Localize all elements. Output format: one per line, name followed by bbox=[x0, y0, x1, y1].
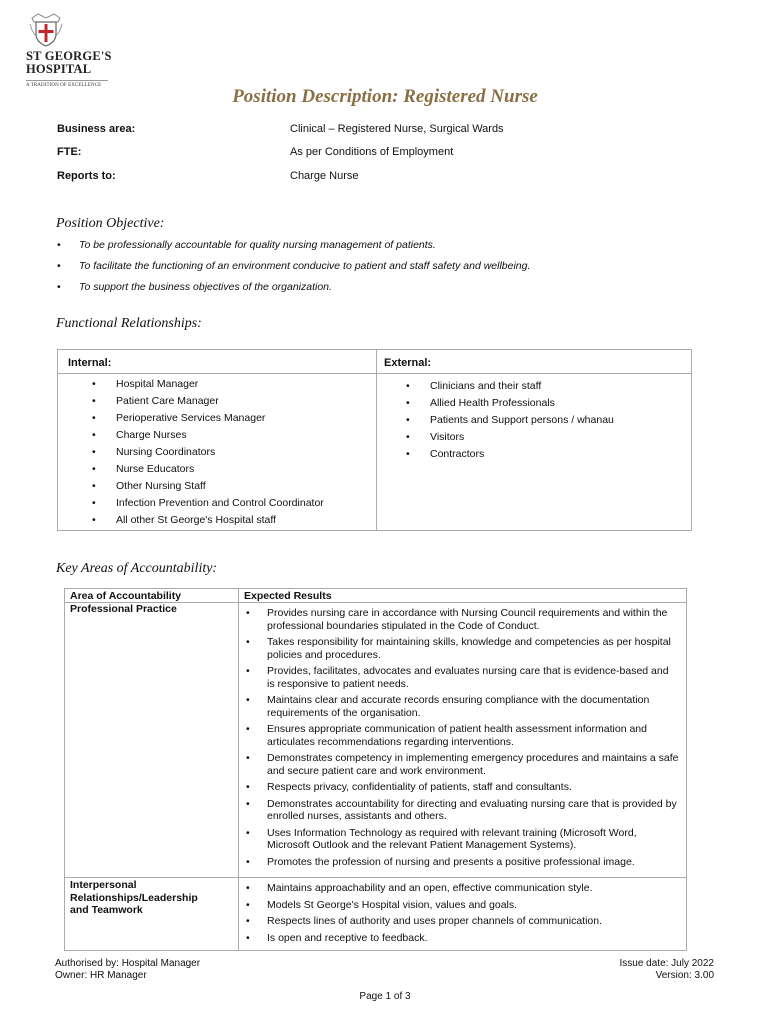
list-item: • Demonstrates competency in implementing emergency procedures and maintains a safe and secure patient care and work environment. bbox=[243, 752, 679, 777]
authorised-by: Authorised by: Hospital Manager bbox=[55, 958, 201, 969]
accountability-table bbox=[64, 588, 687, 951]
external-header: External: bbox=[384, 357, 432, 369]
list-item: • Maintains clear and accurate records ensuring compliance with the documentation requirements of the organisation. bbox=[243, 694, 679, 719]
list-item: • Provides nursing care in accordance with Nursing Council requirements and within the professional boundaries stipulated in the Code of Conduct. bbox=[243, 607, 679, 632]
list-item: • Promotes the profession of nursing and presents a positive professional image. bbox=[243, 856, 679, 869]
crest-icon bbox=[28, 10, 64, 48]
list-item: • To be professionally accountable for quality nursing management of patients. bbox=[56, 238, 530, 259]
list-item: • Allied Health Professionals bbox=[406, 397, 614, 414]
list-item: • Patient Care Manager bbox=[92, 395, 324, 412]
table-divider bbox=[376, 350, 377, 530]
table-divider bbox=[58, 373, 691, 374]
meta-label: Reports to: bbox=[57, 170, 116, 182]
list-item: • Takes responsibility for maintaining skills, knowledge and competencies as per hospital policies and procedures. bbox=[243, 636, 679, 661]
table-divider bbox=[65, 877, 686, 878]
meta-value: As per Conditions of Employment bbox=[290, 146, 454, 158]
area-interpersonal bbox=[70, 879, 198, 917]
external-list bbox=[406, 380, 614, 465]
list-item: • Models St George's Hospital vision, values and goals. bbox=[243, 899, 679, 912]
version: Version: 3.00 bbox=[655, 970, 714, 981]
list-item: • Nursing Coordinators bbox=[92, 446, 324, 463]
list-item: • Nurse Educators bbox=[92, 463, 324, 480]
meta-value: Charge Nurse bbox=[290, 170, 359, 182]
internal-list bbox=[92, 378, 324, 531]
footer-left bbox=[55, 958, 200, 982]
hospital-name-line1: ST GEORGE'S bbox=[26, 49, 112, 63]
list-item: • Is open and receptive to feedback. bbox=[243, 932, 679, 945]
issue-date: Issue date: July 2022 bbox=[619, 958, 714, 969]
hospital-tagline: A TRADITION OF EXCELLENCE bbox=[26, 83, 102, 88]
position-objective-heading: Position Objective: bbox=[56, 216, 165, 231]
list-item: • Provides, facilitates, advocates and evaluates nursing care that is evidence-based and is responsive to patient needs. bbox=[243, 665, 679, 690]
list-item: • Patients and Support persons / whanau bbox=[406, 414, 614, 431]
list-item: • Demonstrates accountability for directing and evaluating nursing care that is provided by enrolled nurses, assistants and others. bbox=[243, 798, 679, 823]
list-item: • To facilitate the functioning of an environment conducive to patient and staff safety and wellbeing. bbox=[56, 259, 530, 280]
list-item: • Visitors bbox=[406, 431, 614, 448]
internal-header: Internal: bbox=[68, 357, 112, 369]
footer-right bbox=[619, 958, 714, 982]
area-professional-practice: Professional Practice bbox=[70, 603, 177, 615]
list-item: • Other Nursing Staff bbox=[92, 480, 324, 497]
list-item: • Hospital Manager bbox=[92, 378, 324, 395]
area-column-header: Area of Accountability bbox=[70, 590, 182, 602]
list-item: • To support the business objectives of the organization. bbox=[56, 280, 530, 301]
list-item: • Perioperative Services Manager bbox=[92, 412, 324, 429]
logo-divider bbox=[26, 80, 108, 81]
list-item: • Charge Nurses bbox=[92, 429, 324, 446]
functional-relationships-heading: Functional Relationships: bbox=[56, 316, 202, 331]
key-areas-heading: Key Areas of Accountability: bbox=[56, 561, 218, 576]
professional-results-list bbox=[243, 607, 679, 872]
objective-list bbox=[56, 238, 530, 301]
list-item: • Respects privacy, confidentiality of patients, staff and consultants. bbox=[243, 781, 679, 794]
list-item: • Respects lines of authority and uses proper channels of communication. bbox=[243, 915, 679, 928]
interpersonal-results-list bbox=[243, 882, 679, 948]
page-number: Page 1 of 3 bbox=[359, 991, 411, 1002]
meta-label: Business area: bbox=[57, 123, 136, 135]
document-title: Position Description: Registered Nurse bbox=[232, 86, 538, 107]
table-divider bbox=[238, 589, 239, 950]
relationships-table bbox=[57, 349, 692, 531]
list-item: • Uses Information Technology as required with relevant training (Microsoft Word, Microsoft Outlook and the relevant Patient Management Systems). bbox=[243, 827, 679, 852]
owner: Owner: HR Manager bbox=[55, 970, 147, 981]
list-item: • All other St George's Hospital staff bbox=[92, 514, 324, 531]
hospital-name bbox=[26, 50, 112, 76]
area-label-line: Relationships/Leadership bbox=[70, 891, 198, 904]
meta-label: FTE: bbox=[57, 146, 82, 158]
meta-value: Clinical – Registered Nurse, Surgical Wards bbox=[290, 123, 504, 135]
list-item: • Infection Prevention and Control Coordinator bbox=[92, 497, 324, 514]
area-label-line: Interpersonal bbox=[70, 879, 137, 891]
list-item: • Maintains approachability and an open, effective communication style. bbox=[243, 882, 679, 895]
results-column-header: Expected Results bbox=[244, 590, 332, 602]
list-item: • Ensures appropriate communication of patient health assessment information and articulates recommendations regarding interventions. bbox=[243, 723, 679, 748]
area-label-line: and Teamwork bbox=[70, 904, 143, 916]
hospital-name-line2: HOSPITAL bbox=[26, 62, 92, 76]
list-item: • Contractors bbox=[406, 448, 614, 465]
list-item: • Clinicians and their staff bbox=[406, 380, 614, 397]
